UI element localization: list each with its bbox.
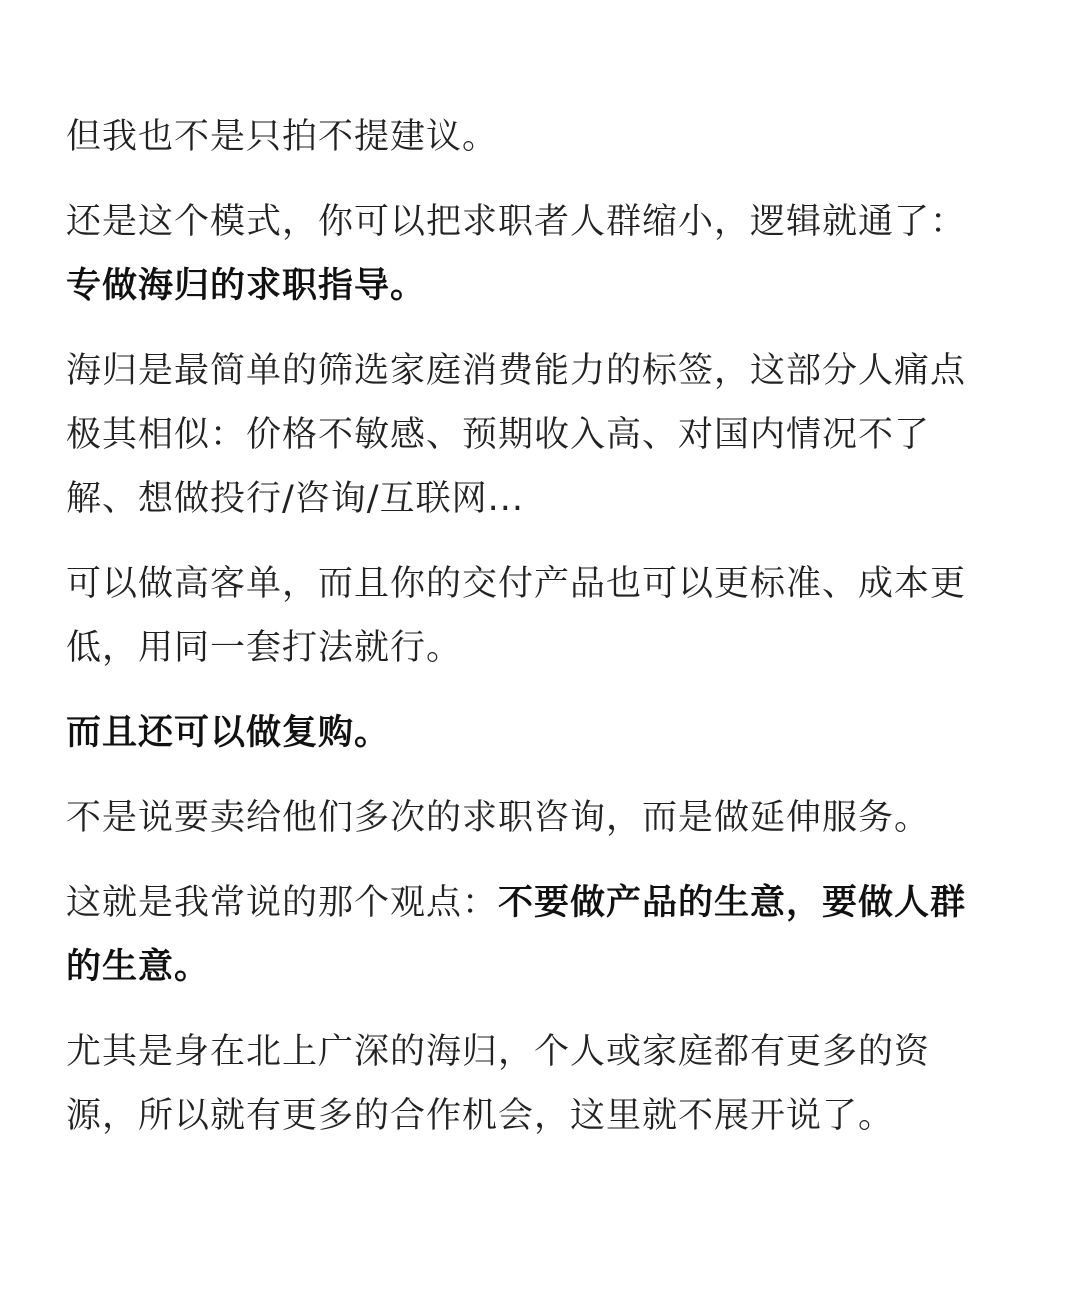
bold-text: 专做海归的求职指导。 [66, 266, 427, 306]
body-text: 这就是我常说的那个观点： [66, 883, 499, 923]
body-text: 海归是最简单的筛选家庭消费能力的标签，这部分人痛点极其相似：价格不敏感、预期收入高、对国内情况不了解、想做投行/咨询/互联网... [66, 351, 967, 519]
body-text: 还是这个模式，你可以把求职者人群缩小，逻辑就通了： [66, 202, 967, 242]
paragraph [66, 1020, 996, 1148]
paragraph [66, 871, 996, 999]
bold-text: 不要做产品的生意，要做人群的生意。 [66, 883, 967, 987]
paragraph [66, 552, 996, 680]
paragraph [66, 786, 996, 850]
article-body [66, 105, 996, 1169]
body-text: 可以做高客单，而且你的交付产品也可以更标准、成本更低，用同一套打法就行。 [66, 564, 967, 668]
bold-text: 而且还可以做复购。 [66, 713, 391, 753]
paragraph [66, 701, 996, 765]
body-text: 尤其是身在北上广深的海归，个人或家庭都有更多的资源，所以就有更多的合作机会，这里就不展开说了。 [66, 1032, 931, 1136]
paragraph [66, 105, 996, 169]
body-text: 不是说要卖给他们多次的求职咨询，而是做延伸服务。 [66, 798, 931, 838]
paragraph [66, 190, 996, 318]
body-text: 但我也不是只拍不提建议。 [66, 117, 499, 157]
paragraph [66, 339, 996, 531]
